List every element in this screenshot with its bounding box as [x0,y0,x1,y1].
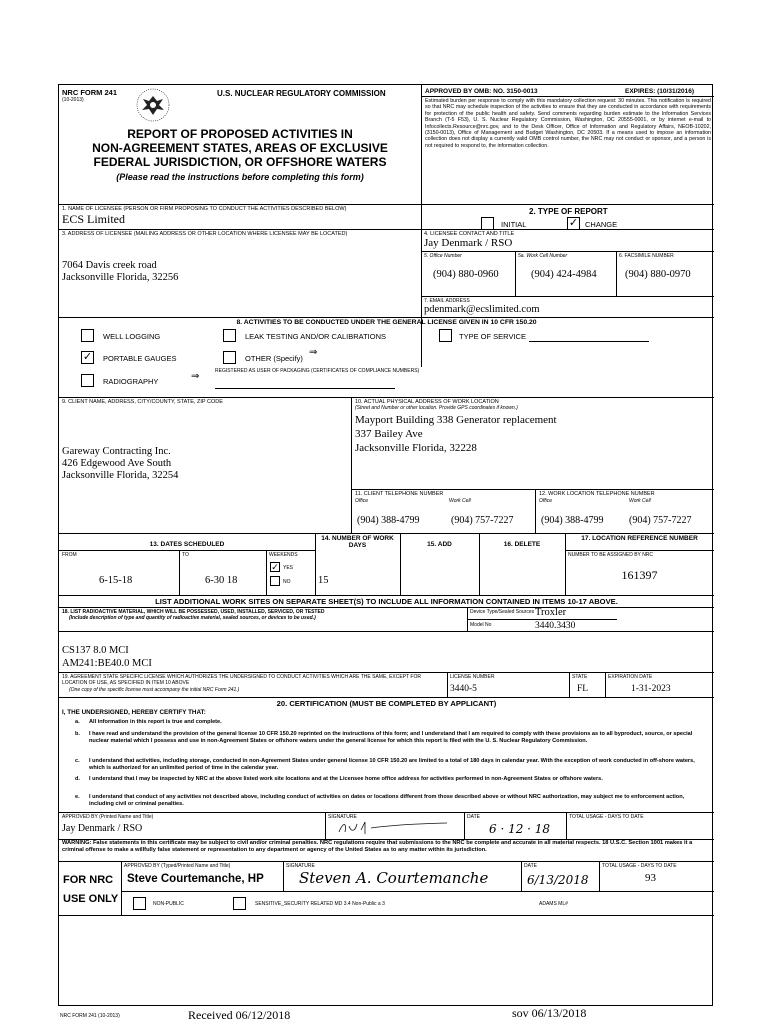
licensee-name-label: 1. NAME OF LICENSEE (PERSON OR FIRM PROPOSING TO CONDUCT THE ACTIVITIES DESCRIBED BELOW) [62,206,347,212]
state-label: STATE [572,674,588,680]
non-public-checkbox[interactable] [133,897,146,910]
nrc-form-241 [58,84,713,1006]
sensitive-label: SENSITIVE_SECURITY RELATED MD 3.4 Non-Public a 3 [255,901,385,907]
contact-label: 4. LICENSEE CONTACT AND TITLE [424,231,515,237]
license-number-label: LICENSE NUMBER [450,674,495,680]
licensee-address-label: 3. ADDRESS OF LICENSEE (MAILING ADDRESS OR OTHER LOCATION WHERE LICENSEE MAY BE LOCATED) [62,231,348,237]
change-checkbox[interactable]: ✓ [568,217,579,229]
well-logging-label: WELL LOGGING [103,332,161,341]
well-logging-checkbox[interactable] [81,329,94,342]
work-days: 15 [318,575,329,586]
material-sublabel: (Include description of type and quantity of radioactive material, sealed sources, or devices to be used.) [69,615,316,621]
type-of-report-label: 2. TYPE OF REPORT [529,207,608,216]
other-arrow-icon: ⇒ [309,347,318,358]
form-number: NRC FORM 241 [62,88,118,97]
material-label: 18. LIST RADIOACTIVE MATERIAL, WHICH WILL BE POSSESSED, USED, INSTALLED, SERVICED, OR TESTED [62,609,325,615]
weekends-yes-label: YES [283,565,294,571]
nrc-approved-by: Steve Courtemanche, HP [127,873,264,885]
work-location-sublabel: (Street and Number or other location. Provide GPS coordinates if known.) [355,405,518,411]
non-public-label: NON-PUBLIC [153,901,184,907]
model-number: 3440.3430 [535,621,576,631]
omb-burden-notice: Estimated burden per response to comply with this mandatory collection request: 30 minutes. This notification is required so that NRC may schedule inspection of the activities to ensure that they are conducted in accordance with requirements for protection of the public health and safety. Send comments regarding burden estimate to the Information Services Branch (T-5 F53), U. S. Nuclear Regulatory Commission, Washington, DC 20555-0001, or by internet e-mail to Infocollects.Resource@nrc.gov, and to the Desk Officer, Office of Information and Regulatory Affairs, NEOB-10202, (3150-0013), Office of Management and Budget Washington, DC 20503. If a means used to impose an information collection does not display a currently valid OMB control number, the NRC may not conduct or sponsor, and a person is not required to respond to, the information collection. [425,98,711,149]
contact-name: Jay Denmark / RSO [424,237,513,249]
agency-name: U.S. NUCLEAR REGULATORY COMMISSION [217,89,386,98]
title-line-3: FEDERAL JURISDICTION, OR OFFSHORE WATERS [93,155,387,169]
licensee-address-line1: 7064 Davis creek road [62,260,157,271]
office-number-label: 5. Office Number [424,253,462,259]
sensitive-checkbox[interactable] [233,897,246,910]
material-line2: AM241:BE40.0 MCI [62,658,152,669]
nrc-usage-days: 93 [645,872,656,884]
client-office-label: Office [355,498,369,504]
applicant-date: 6 · 12 · 18 [489,822,551,836]
agreement-license-sublabel: (One copy of the specific license must accompany the initial NRC Form 241.) [69,687,240,693]
device-type: Troxler [535,607,567,618]
material-line1: CS137 8.0 MCI [62,645,129,656]
work-location-line2: 337 Bailey Ave [355,428,423,440]
cert-text-a: All information in this report is true and complete. [89,719,222,725]
work-location-label: 10. ACTUAL PHYSICAL ADDRESS OF WORK LOCATION [355,399,499,405]
footer-form-id: NRC FORM 241 (10-2013) [60,1013,120,1019]
title-line-1: REPORT OF PROPOSED ACTIVITIES IN [127,127,353,141]
received-stamp: Received 06/12/2018 [188,1008,291,1022]
change-label: CHANGE [585,220,618,229]
work-cell-label: 5a. Work Cell Number [518,253,568,259]
title-line-2: NON-AGREEMENT STATES, AREAS OF EXCLUSIVE [92,141,388,155]
sov-stamp: sov 06/13/2018 [512,1006,587,1020]
location-phone-label: 12. WORK LOCATION TELEPHONE NUMBER [539,491,655,497]
client-line3: Jacksonville Florida, 32254 [62,470,179,481]
portable-gauges-checkbox[interactable]: ✓ [82,351,93,363]
device-type-label: Device Type/Sealed Sources [470,609,535,615]
cert-letter-b: b. [75,731,80,737]
radiography-checkbox[interactable] [81,374,94,387]
from-label: FROM [62,552,77,558]
initial-label: INITIAL [501,220,527,229]
omb-expires: EXPIRES: (10/31/2016) [625,88,695,95]
applicant-signature [335,818,455,838]
activities-heading: 8. ACTIVITIES TO BE CONDUCTED UNDER THE GENERAL LICENSE GIVEN IN 10 CFR 150.20 [236,319,537,326]
cert-text-d: I understand that I may be inspected by NRC at the above listed work site locations and at the Licensee home office address for activities performed in non-Agreement States or offshore waters. [89,776,603,782]
license-number: 3440-5 [450,684,477,694]
type-of-service-label: TYPE OF SERVICE [459,332,526,341]
client-cell-phone: (904) 757-7227 [451,515,514,526]
weekends-label: WEEKENDS [269,552,298,558]
nrc-seal-icon [131,87,175,123]
email-label: 7. EMAIL ADDRESS [424,298,470,304]
approved-by-label: APPROVED BY (Printed Name and Title) [62,814,154,820]
cert-letter-d: d. [75,776,80,782]
cert-text-e: I understand that conduct of any activities not described above, including conduct of activities on dates or locations different from those described above or without NRC authorization, may subject me to enforcement action, including civil or criminal penalties. [89,794,685,807]
cert-text-b: I have read and understand the provision of the general license 10 CFR 150.20 reprinted on the instructions of this form; and I understand that I am required to comply with these provisions as to all byproduct, source, or special nuclear material which I possess and use in non-Agreement States or offshore waters under the general license for which this report is filed with the U. S. Nuclear Regulatory Commission. [89,731,693,744]
weekends-no-label: NO [283,579,291,585]
radiography-label: RADIOGRAPHY [103,377,159,386]
email-address: pdenmark@ecslimited.com [424,304,540,315]
additional-sites-notice: LIST ADDITIONAL WORK SITES ON SEPARATE SHEET(S) TO INCLUDE ALL INFORMATION CONTAINED IN ITEMS 10-17 ABOVE. [155,597,618,606]
licensee-address-line2: Jacksonville Florida, 32256 [62,272,179,283]
client-name-label: 9. CLIENT NAME, ADDRESS, CITY/COUNTY, STATE, ZIP CODE [62,399,223,405]
applicant-signature-label: SIGNATURE [328,814,357,820]
date-from: 6-15-18 [99,575,133,586]
certification-intro: I, THE UNDERSIGNED, HEREBY CERTIFY THAT: [62,709,206,716]
work-cell: (904) 424-4984 [531,269,597,280]
location-cell-phone: (904) 757-7227 [629,515,692,526]
leak-testing-label: LEAK TESTING AND/OR CALIBRATIONS [245,332,387,341]
nrc-use-title-2: USE ONLY [63,893,119,905]
date-to: 6-30 18 [205,575,238,586]
nrc-signature: Steven A. Courtemanche [299,869,489,887]
registered-packaging-note: REGISTERED AS USER OF PACKAGING (CERTIFICATES OF COMPLIANCE NUMBERS) [215,368,420,374]
location-office-phone: (904) 388-4799 [541,515,604,526]
other-label: OTHER (Specify) [245,354,303,363]
licensee-name: ECS Limited [62,212,125,226]
dates-scheduled-label: 13. DATES SCHEDULED [149,541,225,548]
form-title [59,127,421,169]
agreement-license-label: 19. AGREEMENT STATE SPECIFIC LICENSE WHICH AUTHORIZES THE UNDERSIGNED TO CONDUCT ACTIVITIES WHICH ARE THE SAME, EXCEPT FOR LOCATION OF USE, AS SPECIFIED IN ITEM 10 ABOVE [62,674,421,686]
nrc-assigned-label: NUMBER TO BE ASSIGNED BY NRC [568,552,654,558]
location-reference-label: 17. LOCATION REFERENCE NUMBER [581,535,698,542]
nrc-usage-label: TOTAL USAGE - DAYS TO DATE [602,863,677,869]
office-number: (904) 880-0960 [433,269,499,280]
nrc-signature-label: SIGNATURE [286,863,315,869]
work-days-label: 14. NUMBER OF WORK DAYS [321,535,394,549]
nrc-approved-label: APPROVED BY (Typed/Printed Name and Title) [124,863,231,869]
cert-letter-e: e. [75,794,80,800]
omb-approval: APPROVED BY OMB: NO. 3150-0013 [425,88,538,95]
portable-gauges-label: PORTABLE GAUGES [103,354,177,363]
fax-number: (904) 880-0970 [625,269,691,280]
fax-label: 6. FACSIMILE NUMBER [619,253,674,259]
cert-letter-a: a. [75,719,80,725]
weekends-yes-checkbox[interactable]: ✓ [271,562,279,572]
delete-label: 16. DELETE [503,541,541,548]
client-line2: 426 Edgewood Ave South [62,458,172,469]
model-label: Model No [470,622,492,628]
weekends-no-checkbox[interactable] [270,576,280,586]
location-reference: 161397 [621,568,658,582]
certification-heading: 20. CERTIFICATION (MUST BE COMPLETED BY APPLICANT) [276,699,497,708]
location-office-label: Office [539,498,553,504]
to-label: TO [182,552,189,558]
cert-text-c: I understand that activities, including storage, conducted in non-Agreement States under general license 10 CFR 150.20 are limited to a total of 180 days in calendar year. With the exception of work conducted in off-shore waters, which is authorized for an unlimited period of time in the calendar year. [89,758,695,771]
applicant-date-label: DATE [467,814,480,820]
client-phone-label: 11. CLIENT TELEPHONE NUMBER [355,491,444,497]
nrc-date-label: DATE [524,863,537,869]
work-location-line1: Mayport Building 338 Generator replacement [355,414,557,426]
other-checkbox[interactable] [223,351,236,364]
client-line1: Gareway Contracting Inc. [62,446,171,457]
work-location-line3: Jacksonville Florida, 32228 [355,442,477,454]
state: FL [577,684,589,694]
title-note: (Please read the instructions before completing this form) [116,172,364,182]
expiration-date: 1-31-2023 [631,684,671,694]
client-office-phone: (904) 388-4799 [357,515,420,526]
radiography-arrow-icon: ⇒ [191,371,200,382]
applicant-usage-label: TOTAL USAGE - DAYS TO DATE [569,814,644,820]
form-date: (10-2013) [62,97,84,103]
approved-by: Jay Denmark / RSO [62,823,143,834]
client-cell-label: Work Cell [449,498,471,504]
type-of-service-checkbox[interactable] [439,329,452,342]
adams-label: ADAMS ML# [539,901,568,907]
expiration-label: EXPIRATION DATE [608,674,653,680]
location-cell-label: Work Cell [629,498,651,504]
add-label: 15. ADD [427,541,452,548]
cert-letter-c: c. [75,758,80,764]
nrc-use-title-1: FOR NRC [63,874,114,886]
warning-notice: WARNING: False statements in this certificate may be subject to civil and/or criminal penalties. NRC regulations require that submissions to the NRC be complete and accurate in all material respects. 18 U.S.C. Section 1001 makes it a criminal offense to make a willfully false statement or representation to any department or agency of the United States as to any matter within its jurisdiction. [62,840,693,853]
leak-testing-checkbox[interactable] [223,329,236,342]
nrc-date: 6/13/2018 [527,873,589,887]
